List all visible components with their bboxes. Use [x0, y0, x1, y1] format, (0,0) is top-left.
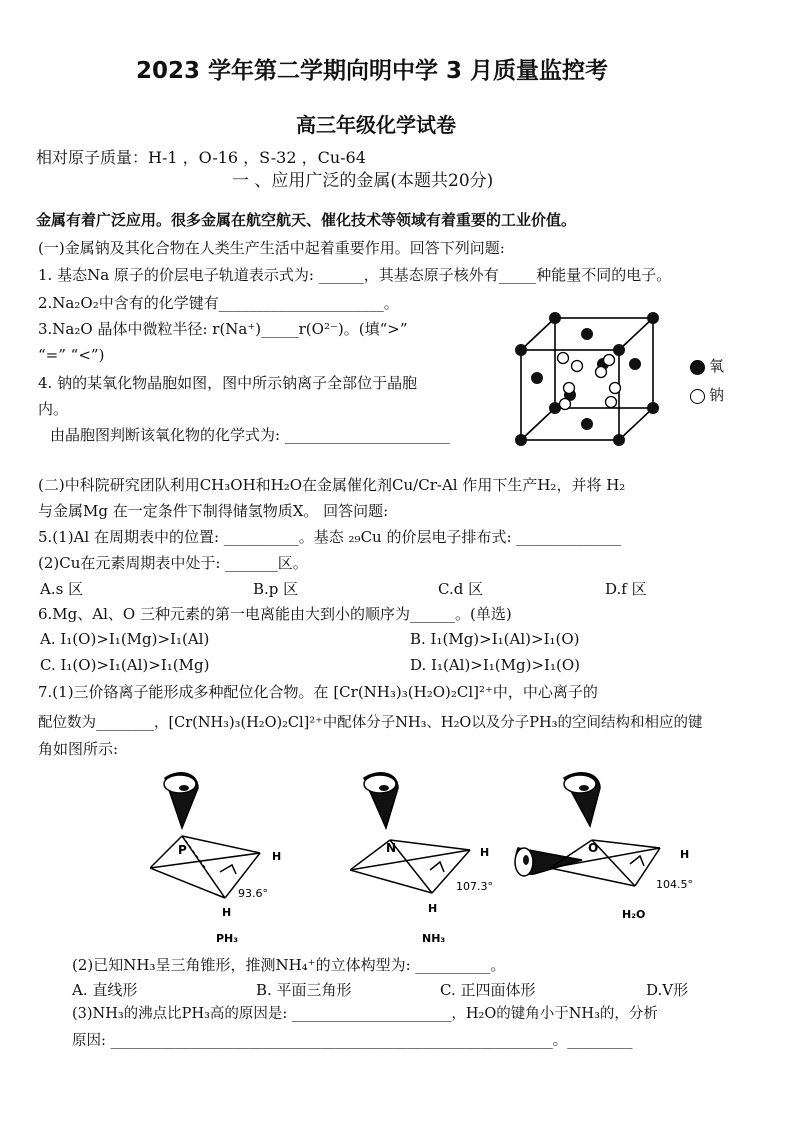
q6-option-d: D. I₁(Al)>I₁(Mg)>I₁(O) — [410, 656, 580, 674]
question-3-line2: “=” “<”) — [38, 346, 105, 364]
legend-sodium: 钠 — [690, 388, 724, 404]
unit-cell-diagram — [505, 308, 665, 448]
section-heading: 一 、应用广泛的金属(本题共20分) — [232, 171, 494, 191]
h-label-right: H — [272, 850, 282, 863]
question-7-line1: 7.(1)三价铬离子能形成多种配位化合物。在 [Cr(NH₃)₃(H₂O)₂Cl]²⁺中，中心离子的 — [38, 683, 598, 701]
h-label-right: H — [480, 846, 490, 859]
molecule-name: PH₃ — [216, 932, 239, 945]
nh3-diagram — [350, 768, 500, 948]
question-7-3-line1: (3)NH₃的沸点比PH₃高的原因是: ______________________，H₂O的键角小于NH₃的，分析 — [72, 1006, 658, 1022]
q6-option-c: C. I₁(O)>I₁(Al)>I₁(Mg) — [40, 656, 210, 674]
q6-option-b: B. I₁(Mg)>I₁(Al)>I₁(O) — [410, 630, 580, 648]
q5-option-d: D.f 区 — [605, 580, 647, 598]
question-7-line3: 角如图所示: — [38, 740, 119, 758]
q5-option-a: A.s 区 — [40, 580, 84, 598]
question-4-line1: 4. 钠的某氧化物晶胞如图，图中所示钠离子全部位于晶胞 — [38, 374, 418, 392]
open-circle-icon — [690, 389, 705, 404]
question-4-line3: 由晶胞图判断该氧化物的化学式为: ______________________ — [50, 426, 450, 444]
q7-2-option-d: D.V形 — [646, 981, 689, 999]
question-5-2: (2)Cu在元素周期表中处于: _______区。 — [38, 554, 308, 572]
paper-subtitle: 高三年级化学试卷 — [296, 113, 456, 137]
question-1: 1. 基态Na 原子的价层电子轨道表示式为: ______，其基态原子核外有_____种能量不同的电子。 — [38, 266, 672, 284]
o-atom-label: O — [588, 841, 599, 855]
question-5-1: 5.(1)Al 在周期表中的位置: __________。基态 ₂₉Cu 的价层电子排布式: ______________ — [38, 528, 622, 546]
molecule-name: H₂O — [622, 908, 646, 921]
q7-2-option-c: C. 正四面体形 — [440, 981, 536, 999]
q7-2-option-a: A. 直线形 — [72, 981, 138, 999]
legend-oxygen: 氧 — [690, 359, 724, 375]
question-7-line2: 配位数为________，[Cr(NH₃)₃(H₂O)₂Cl]²⁺中配体分子NH₃、H₂O以及分子PH₃的空间结构和相应的键 — [38, 715, 703, 731]
q6-option-a: A. I₁(O)>I₁(Mg)>I₁(Al) — [40, 630, 210, 648]
molecule-name: NH₃ — [422, 932, 446, 945]
question-2: 2.Na₂O₂中含有的化学键有______________________。 — [38, 294, 399, 312]
h-label-right: H — [680, 848, 690, 861]
exam-title: 2023 学年第二学期向明中学 3 月质量监控考 — [136, 58, 609, 84]
h-label-bottom: H — [222, 906, 232, 919]
question-7-3-line2: 原因: _____________________________________________________________。_________ — [72, 1033, 633, 1049]
question-4-line2: 内。 — [38, 400, 69, 418]
part1-heading: (一)金属钠及其化合物在人类生产生活中起着重要作用。回答下列问题: — [38, 239, 505, 257]
part2-line1: (二)中科院研究团队利用CH₃OH和H₂O在金属催化剂Cu/Cr-Al 作用下生产H₂，并将 H₂ — [38, 476, 626, 494]
bond-angle-label: 107.3° — [456, 880, 493, 893]
bond-angle-label: 93.6° — [238, 887, 268, 900]
p-atom-label: P — [178, 843, 187, 857]
intro-text: 金属有着广泛应用。很多金属在航空航天、催化技术等领域有着重要的工业价值。 — [36, 211, 577, 229]
question-7-2: (2)已知NH₃呈三角锥形，推测NH₄⁺的立体构型为: __________。 — [72, 956, 506, 974]
q7-2-option-b: B. 平面三角形 — [256, 981, 352, 999]
question-6: 6.Mg、Al、O 三种元素的第一电离能由大到小的顺序为______。(单选) — [38, 605, 512, 623]
h-label-bottom: H — [428, 902, 438, 915]
bond-angle-label: 104.5° — [656, 878, 693, 891]
atomic-masses: 相对原子质量：H-1 ，O-16 ，S-32 ，Cu-64 — [36, 148, 366, 167]
q5-option-c: C.d 区 — [438, 580, 484, 598]
part2-line2: 与金属Mg 在一定条件下制得储氢物质X。 回答问题: — [38, 502, 389, 520]
q5-option-b: B.p 区 — [253, 580, 299, 598]
n-atom-label: N — [386, 841, 397, 855]
ph3-diagram — [150, 768, 290, 948]
h2o-diagram — [510, 768, 710, 938]
question-3-line1: 3.Na₂O 晶体中微粒半径: r(Na⁺)_____r(O²⁻)。(填“>” — [38, 320, 408, 338]
filled-circle-icon — [690, 360, 705, 375]
